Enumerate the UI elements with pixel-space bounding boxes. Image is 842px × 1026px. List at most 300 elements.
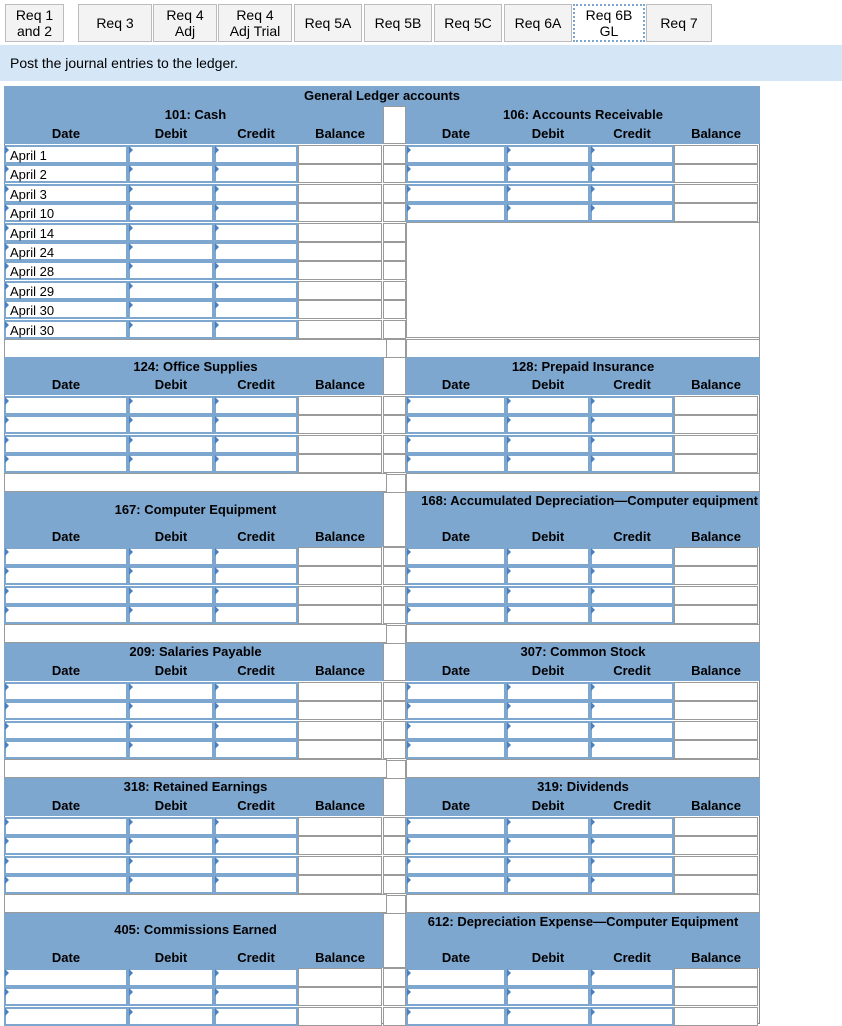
tab-req-6b-gl[interactable]: Req 6B GL bbox=[573, 4, 645, 42]
cash-balance-cell bbox=[298, 242, 382, 261]
prepaid-insurance-date-cell[interactable] bbox=[406, 454, 506, 473]
separator-cell bbox=[383, 778, 406, 816]
computer-equipment-date-cell[interactable] bbox=[4, 605, 128, 624]
salaries-payable-date-cell[interactable] bbox=[4, 721, 128, 740]
depreciation-expense-date-cell[interactable] bbox=[406, 987, 506, 1006]
salaries-payable-balance-cell bbox=[298, 682, 382, 701]
computer-equipment-credit-cell[interactable] bbox=[214, 566, 298, 585]
tab-req-1-2[interactable]: Req 1 and 2 bbox=[5, 4, 64, 42]
depreciation-expense-credit-cell[interactable] bbox=[590, 968, 674, 987]
commissions-earned-date-cell[interactable] bbox=[4, 968, 128, 987]
commissions-earned-debit-cell[interactable] bbox=[128, 987, 214, 1006]
common-stock-col-balance: Balance bbox=[691, 663, 741, 678]
dividends-debit-cell[interactable] bbox=[506, 817, 590, 836]
salaries-payable-debit-cell[interactable] bbox=[128, 682, 214, 701]
prepaid-insurance-col-date: Date bbox=[441, 377, 471, 392]
cash-credit-cell[interactable] bbox=[214, 203, 298, 222]
commissions-earned-header bbox=[4, 913, 387, 968]
salaries-payable-debit-cell[interactable] bbox=[128, 701, 214, 720]
retained-earnings-col-date: Date bbox=[51, 798, 81, 813]
accounts-receivable-col-balance: Balance bbox=[691, 126, 741, 141]
accum-depreciation-credit-cell[interactable] bbox=[590, 586, 674, 605]
cash-header bbox=[4, 106, 387, 144]
separator-cell bbox=[383, 492, 406, 547]
spacer-row bbox=[4, 473, 387, 492]
common-stock-balance-cell bbox=[674, 682, 758, 701]
common-stock-balance-cell bbox=[674, 701, 758, 720]
common-stock-date-cell[interactable] bbox=[406, 740, 506, 759]
office-supplies-date-cell[interactable] bbox=[4, 396, 128, 415]
computer-equipment-date-cell[interactable] bbox=[4, 566, 128, 585]
common-stock-balance-cell bbox=[674, 721, 758, 740]
cash-date-cell[interactable] bbox=[4, 223, 128, 242]
office-supplies-debit-cell[interactable] bbox=[128, 435, 214, 454]
separator-cell bbox=[383, 875, 406, 894]
retained-earnings-debit-cell[interactable] bbox=[128, 875, 214, 894]
cash-col-balance: Balance bbox=[315, 126, 365, 141]
separator-cell bbox=[383, 242, 406, 261]
tab-req-5a[interactable]: Req 5A bbox=[294, 4, 362, 42]
retained-earnings-credit-cell[interactable] bbox=[214, 836, 298, 855]
cash-balance-cell bbox=[298, 164, 382, 183]
cash-credit-cell[interactable] bbox=[214, 145, 298, 164]
salaries-payable-title: 209: Salaries Payable bbox=[129, 644, 262, 659]
accounts-receivable-debit-cell[interactable] bbox=[506, 145, 590, 164]
cash-balance-cell bbox=[298, 300, 382, 319]
commissions-earned-col-debit: Debit bbox=[154, 950, 188, 965]
accounts-receivable-credit-cell[interactable] bbox=[590, 184, 674, 203]
computer-equipment-debit-cell[interactable] bbox=[128, 547, 214, 566]
computer-equipment-credit-cell[interactable] bbox=[214, 547, 298, 566]
computer-equipment-header bbox=[4, 492, 387, 547]
tab-req-5b[interactable]: Req 5B bbox=[364, 4, 432, 42]
commissions-earned-debit-cell[interactable] bbox=[128, 968, 214, 987]
tab-req-5c[interactable]: Req 5C bbox=[434, 4, 502, 42]
salaries-payable-date-cell[interactable] bbox=[4, 701, 128, 720]
cash-date-value: April 10 bbox=[10, 206, 55, 222]
cash-date-cell[interactable] bbox=[4, 300, 128, 319]
cash-date-value: April 29 bbox=[10, 283, 55, 299]
cash-date-cell[interactable] bbox=[4, 281, 128, 300]
common-stock-date-cell[interactable] bbox=[406, 682, 506, 701]
cash-credit-cell[interactable] bbox=[214, 242, 298, 261]
dividends-date-cell[interactable] bbox=[406, 875, 506, 894]
prepaid-insurance-balance-cell bbox=[674, 415, 758, 434]
prepaid-insurance-col-balance: Balance bbox=[691, 377, 741, 392]
dividends-credit-cell[interactable] bbox=[590, 856, 674, 875]
accum-depreciation-date-cell[interactable] bbox=[406, 566, 506, 585]
retained-earnings-debit-cell[interactable] bbox=[128, 856, 214, 875]
salaries-payable-col-balance: Balance bbox=[315, 663, 365, 678]
retained-earnings-date-cell[interactable] bbox=[4, 856, 128, 875]
depreciation-expense-balance-cell bbox=[674, 1007, 758, 1026]
cash-debit-cell[interactable] bbox=[128, 203, 214, 222]
cash-date-value: April 3 bbox=[10, 186, 47, 202]
separator-cell bbox=[383, 281, 406, 300]
commissions-earned-credit-cell[interactable] bbox=[214, 968, 298, 987]
accounts-receivable-balance-cell bbox=[674, 184, 758, 203]
cash-balance-cell bbox=[298, 223, 382, 242]
prepaid-insurance-credit-cell[interactable] bbox=[590, 396, 674, 415]
accum-depreciation-col-balance: Balance bbox=[691, 529, 741, 544]
accum-depreciation-credit-cell[interactable] bbox=[590, 547, 674, 566]
separator-cell bbox=[383, 184, 406, 203]
common-stock-date-cell[interactable] bbox=[406, 701, 506, 720]
accum-depreciation-col-credit: Credit bbox=[613, 529, 651, 544]
separator-cell bbox=[383, 261, 406, 280]
office-supplies-balance-cell bbox=[298, 454, 382, 473]
separator-cell bbox=[383, 547, 406, 566]
depreciation-expense-col-credit: Credit bbox=[613, 950, 651, 965]
empty-area bbox=[406, 222, 760, 338]
prepaid-insurance-balance-cell bbox=[674, 435, 758, 454]
retained-earnings-debit-cell[interactable] bbox=[128, 817, 214, 836]
prepaid-insurance-debit-cell[interactable] bbox=[506, 435, 590, 454]
accum-depreciation-date-cell[interactable] bbox=[406, 547, 506, 566]
computer-equipment-credit-cell[interactable] bbox=[214, 605, 298, 624]
cash-date-cell[interactable] bbox=[4, 145, 128, 164]
depreciation-expense-title: 612: Depreciation Expense—Computer Equipment bbox=[427, 914, 739, 929]
computer-equipment-debit-cell[interactable] bbox=[128, 586, 214, 605]
separator-cell bbox=[383, 701, 406, 720]
prepaid-insurance-balance-cell bbox=[674, 454, 758, 473]
separator-cell bbox=[383, 682, 406, 701]
cash-credit-cell[interactable] bbox=[214, 300, 298, 319]
tab-req-4-adj-trial[interactable]: Req 4 Adj Trial bbox=[218, 4, 292, 42]
accum-depreciation-balance-cell bbox=[674, 605, 758, 624]
separator-cell bbox=[383, 721, 406, 740]
cash-date-value: April 1 bbox=[10, 148, 47, 163]
accum-depreciation-debit-cell[interactable] bbox=[506, 586, 590, 605]
cash-col-date: Date bbox=[51, 126, 81, 141]
common-stock-credit-cell[interactable] bbox=[590, 682, 674, 701]
retained-earnings-credit-cell[interactable] bbox=[214, 875, 298, 894]
prepaid-insurance-balance-cell bbox=[674, 396, 758, 415]
tab-req-7[interactable]: Req 7 bbox=[646, 4, 712, 42]
accounts-receivable-debit-cell[interactable] bbox=[506, 184, 590, 203]
separator-cell bbox=[383, 856, 406, 875]
salaries-payable-debit-cell[interactable] bbox=[128, 721, 214, 740]
accounts-receivable-header bbox=[406, 106, 760, 144]
dividends-debit-cell[interactable] bbox=[506, 856, 590, 875]
prepaid-insurance-debit-cell[interactable] bbox=[506, 415, 590, 434]
separator-cell bbox=[383, 913, 406, 968]
office-supplies-debit-cell[interactable] bbox=[128, 396, 214, 415]
commissions-earned-balance-cell bbox=[298, 968, 382, 987]
accounts-receivable-balance-cell bbox=[674, 145, 758, 164]
office-supplies-credit-cell[interactable] bbox=[214, 415, 298, 434]
office-supplies-balance-cell bbox=[298, 415, 382, 434]
dividends-balance-cell bbox=[674, 836, 758, 855]
depreciation-expense-debit-cell[interactable] bbox=[506, 1007, 590, 1026]
common-stock-date-cell[interactable] bbox=[406, 721, 506, 740]
retained-earnings-title: 318: Retained Earnings bbox=[123, 779, 268, 794]
dividends-balance-cell bbox=[674, 817, 758, 836]
computer-equipment-col-credit: Credit bbox=[237, 529, 275, 544]
prepaid-insurance-header bbox=[406, 357, 760, 395]
computer-equipment-date-cell[interactable] bbox=[4, 547, 128, 566]
cash-debit-cell[interactable] bbox=[128, 242, 214, 261]
depreciation-expense-col-date: Date bbox=[441, 950, 471, 965]
common-stock-debit-cell[interactable] bbox=[506, 721, 590, 740]
common-stock-debit-cell[interactable] bbox=[506, 740, 590, 759]
dividends-col-balance: Balance bbox=[691, 798, 741, 813]
accounts-receivable-credit-cell[interactable] bbox=[590, 164, 674, 183]
cash-date-value: April 28 bbox=[10, 264, 55, 280]
dividends-date-cell[interactable] bbox=[406, 856, 506, 875]
depreciation-expense-col-balance: Balance bbox=[691, 950, 741, 965]
separator-cell bbox=[383, 740, 406, 759]
commissions-earned-title: 405: Commissions Earned bbox=[114, 922, 277, 937]
spacer-row bbox=[4, 894, 387, 913]
retained-earnings-debit-cell[interactable] bbox=[128, 836, 214, 855]
computer-equipment-col-balance: Balance bbox=[315, 529, 365, 544]
cash-credit-cell[interactable] bbox=[214, 184, 298, 203]
accum-depreciation-credit-cell[interactable] bbox=[590, 605, 674, 624]
separator-cell bbox=[383, 320, 406, 339]
accounts-receivable-debit-cell[interactable] bbox=[506, 164, 590, 183]
accum-depreciation-date-cell[interactable] bbox=[406, 586, 506, 605]
commissions-earned-col-balance: Balance bbox=[315, 950, 365, 965]
separator-cell bbox=[383, 223, 406, 242]
salaries-payable-credit-cell[interactable] bbox=[214, 701, 298, 720]
depreciation-expense-col-debit: Debit bbox=[531, 950, 565, 965]
office-supplies-balance-cell bbox=[298, 396, 382, 415]
salaries-payable-credit-cell[interactable] bbox=[214, 740, 298, 759]
cash-credit-cell[interactable] bbox=[214, 281, 298, 300]
depreciation-expense-credit-cell[interactable] bbox=[590, 987, 674, 1006]
prepaid-insurance-title: 128: Prepaid Insurance bbox=[511, 359, 655, 374]
dividends-date-cell[interactable] bbox=[406, 817, 506, 836]
spacer-row bbox=[406, 759, 760, 778]
retained-earnings-credit-cell[interactable] bbox=[214, 817, 298, 836]
retained-earnings-header bbox=[4, 778, 387, 816]
accum-depreciation-balance-cell bbox=[674, 586, 758, 605]
dividends-col-credit: Credit bbox=[613, 798, 651, 813]
separator-cell bbox=[383, 203, 406, 222]
office-supplies-date-cell[interactable] bbox=[4, 415, 128, 434]
cash-balance-cell bbox=[298, 320, 382, 339]
cash-title: 101: Cash bbox=[164, 107, 227, 122]
cash-date-value: April 24 bbox=[10, 245, 55, 260]
retained-earnings-col-credit: Credit bbox=[237, 798, 275, 813]
dividends-debit-cell[interactable] bbox=[506, 875, 590, 894]
cash-date-cell[interactable] bbox=[4, 203, 128, 222]
cash-date-cell[interactable] bbox=[4, 261, 128, 280]
retained-earnings-date-cell[interactable] bbox=[4, 875, 128, 894]
common-stock-title: 307: Common Stock bbox=[520, 644, 646, 659]
dividends-credit-cell[interactable] bbox=[590, 836, 674, 855]
separator-cell bbox=[383, 454, 406, 473]
computer-equipment-date-cell[interactable] bbox=[4, 586, 128, 605]
separator-cell bbox=[383, 566, 406, 585]
office-supplies-debit-cell[interactable] bbox=[128, 415, 214, 434]
prepaid-insurance-date-cell[interactable] bbox=[406, 435, 506, 454]
computer-equipment-balance-cell bbox=[298, 586, 382, 605]
accum-depreciation-debit-cell[interactable] bbox=[506, 605, 590, 624]
prepaid-insurance-credit-cell[interactable] bbox=[590, 454, 674, 473]
depreciation-expense-date-cell[interactable] bbox=[406, 1007, 506, 1026]
retained-earnings-credit-cell[interactable] bbox=[214, 856, 298, 875]
commissions-earned-date-cell[interactable] bbox=[4, 987, 128, 1006]
office-supplies-credit-cell[interactable] bbox=[214, 396, 298, 415]
separator-cell bbox=[383, 836, 406, 855]
office-supplies-debit-cell[interactable] bbox=[128, 454, 214, 473]
common-stock-credit-cell[interactable] bbox=[590, 740, 674, 759]
separator-cell bbox=[383, 987, 406, 1006]
retained-earnings-date-cell[interactable] bbox=[4, 836, 128, 855]
cash-debit-cell[interactable] bbox=[128, 261, 214, 280]
common-stock-credit-cell[interactable] bbox=[590, 721, 674, 740]
cash-debit-cell[interactable] bbox=[128, 281, 214, 300]
salaries-payable-col-debit: Debit bbox=[154, 663, 188, 678]
cash-debit-cell[interactable] bbox=[128, 223, 214, 242]
cash-credit-cell[interactable] bbox=[214, 223, 298, 242]
salaries-payable-credit-cell[interactable] bbox=[214, 682, 298, 701]
salaries-payable-date-cell[interactable] bbox=[4, 740, 128, 759]
salaries-payable-col-credit: Credit bbox=[237, 663, 275, 678]
retained-earnings-balance-cell bbox=[298, 836, 382, 855]
computer-equipment-balance-cell bbox=[298, 547, 382, 566]
cash-credit-cell[interactable] bbox=[214, 164, 298, 183]
computer-equipment-col-debit: Debit bbox=[154, 529, 188, 544]
office-supplies-title: 124: Office Supplies bbox=[133, 359, 258, 374]
commissions-earned-balance-cell bbox=[298, 1007, 382, 1026]
accounts-receivable-date-cell[interactable] bbox=[406, 164, 506, 183]
computer-equipment-credit-cell[interactable] bbox=[214, 586, 298, 605]
cash-balance-cell bbox=[298, 184, 382, 203]
cash-debit-cell[interactable] bbox=[128, 320, 214, 339]
prepaid-insurance-debit-cell[interactable] bbox=[506, 396, 590, 415]
prepaid-insurance-date-cell[interactable] bbox=[406, 415, 506, 434]
salaries-payable-debit-cell[interactable] bbox=[128, 740, 214, 759]
commissions-earned-date-cell[interactable] bbox=[4, 1007, 128, 1026]
accum-depreciation-col-date: Date bbox=[441, 529, 471, 544]
office-supplies-credit-cell[interactable] bbox=[214, 435, 298, 454]
prepaid-insurance-col-debit: Debit bbox=[531, 377, 565, 392]
office-supplies-col-debit: Debit bbox=[154, 377, 188, 392]
separator-cell bbox=[383, 300, 406, 319]
salaries-payable-col-date: Date bbox=[51, 663, 81, 678]
office-supplies-header bbox=[4, 357, 387, 395]
prepaid-insurance-col-credit: Credit bbox=[613, 377, 651, 392]
accum-depreciation-debit-cell[interactable] bbox=[506, 547, 590, 566]
cash-debit-cell[interactable] bbox=[128, 300, 214, 319]
depreciation-expense-debit-cell[interactable] bbox=[506, 987, 590, 1006]
accum-depreciation-title: 168: Accumulated Depreciation—Computer equipment bbox=[421, 493, 758, 508]
cash-balance-cell bbox=[298, 281, 382, 300]
office-supplies-date-cell[interactable] bbox=[4, 435, 128, 454]
tab-req-6a[interactable]: Req 6A bbox=[504, 4, 572, 42]
separator-cell bbox=[383, 586, 406, 605]
depreciation-expense-debit-cell[interactable] bbox=[506, 968, 590, 987]
dividends-date-cell[interactable] bbox=[406, 836, 506, 855]
cash-date-cell[interactable] bbox=[4, 242, 128, 261]
salaries-payable-credit-cell[interactable] bbox=[214, 721, 298, 740]
accounts-receivable-credit-cell[interactable] bbox=[590, 145, 674, 164]
prepaid-insurance-credit-cell[interactable] bbox=[590, 415, 674, 434]
prepaid-insurance-date-cell[interactable] bbox=[406, 396, 506, 415]
dividends-credit-cell[interactable] bbox=[590, 817, 674, 836]
accounts-receivable-date-cell[interactable] bbox=[406, 184, 506, 203]
cash-credit-cell[interactable] bbox=[214, 320, 298, 339]
retained-earnings-date-cell[interactable] bbox=[4, 817, 128, 836]
computer-equipment-debit-cell[interactable] bbox=[128, 566, 214, 585]
computer-equipment-debit-cell[interactable] bbox=[128, 605, 214, 624]
computer-equipment-balance-cell bbox=[298, 566, 382, 585]
accounts-receivable-title: 106: Accounts Receivable bbox=[503, 107, 663, 122]
dividends-credit-cell[interactable] bbox=[590, 875, 674, 894]
retained-earnings-col-balance: Balance bbox=[315, 798, 365, 813]
computer-equipment-title: 167: Computer Equipment bbox=[114, 502, 277, 517]
cash-balance-cell bbox=[298, 261, 382, 280]
accounts-receivable-col-debit: Debit bbox=[531, 126, 565, 141]
prepaid-insurance-debit-cell[interactable] bbox=[506, 454, 590, 473]
dividends-title: 319: Dividends bbox=[537, 779, 629, 794]
cash-balance-cell bbox=[298, 203, 382, 222]
tab-req-4-adj[interactable]: Req 4 Adj bbox=[153, 4, 217, 42]
common-stock-debit-cell[interactable] bbox=[506, 701, 590, 720]
separator-cell bbox=[383, 396, 406, 415]
accounts-receivable-date-cell[interactable] bbox=[406, 203, 506, 222]
depreciation-expense-credit-cell[interactable] bbox=[590, 1007, 674, 1026]
cash-date-value: April 30 bbox=[10, 303, 55, 319]
depreciation-expense-balance-cell bbox=[674, 968, 758, 987]
dividends-debit-cell[interactable] bbox=[506, 836, 590, 855]
office-supplies-credit-cell[interactable] bbox=[214, 454, 298, 473]
spacer-row bbox=[4, 624, 387, 643]
separator-cell bbox=[383, 106, 406, 144]
common-stock-debit-cell[interactable] bbox=[506, 682, 590, 701]
accum-depreciation-credit-cell[interactable] bbox=[590, 566, 674, 585]
accum-depreciation-debit-cell[interactable] bbox=[506, 566, 590, 585]
accum-depreciation-date-cell[interactable] bbox=[406, 605, 506, 624]
prepaid-insurance-credit-cell[interactable] bbox=[590, 435, 674, 454]
office-supplies-date-cell[interactable] bbox=[4, 454, 128, 473]
cash-date-cell[interactable] bbox=[4, 184, 128, 203]
accounts-receivable-balance-cell bbox=[674, 203, 758, 222]
accounts-receivable-date-cell[interactable] bbox=[406, 145, 506, 164]
commissions-earned-col-date: Date bbox=[51, 950, 81, 965]
salaries-payable-date-cell[interactable] bbox=[4, 682, 128, 701]
tab-req-3[interactable]: Req 3 bbox=[78, 4, 152, 42]
office-supplies-col-balance: Balance bbox=[315, 377, 365, 392]
commissions-earned-credit-cell[interactable] bbox=[214, 987, 298, 1006]
salaries-payable-balance-cell bbox=[298, 740, 382, 759]
cash-date-cell[interactable] bbox=[4, 320, 128, 339]
commissions-earned-debit-cell[interactable] bbox=[128, 1007, 214, 1026]
cash-credit-cell[interactable] bbox=[214, 261, 298, 280]
spacer-row bbox=[406, 339, 760, 358]
cash-debit-cell[interactable] bbox=[128, 164, 214, 183]
accounts-receivable-debit-cell[interactable] bbox=[506, 203, 590, 222]
dividends-balance-cell bbox=[674, 856, 758, 875]
cash-balance-cell bbox=[298, 145, 382, 164]
cash-debit-cell[interactable] bbox=[128, 145, 214, 164]
office-supplies-col-date: Date bbox=[51, 377, 81, 392]
retained-earnings-balance-cell bbox=[298, 875, 382, 894]
commissions-earned-col-credit: Credit bbox=[237, 950, 275, 965]
separator-cell bbox=[383, 357, 406, 395]
depreciation-expense-date-cell[interactable] bbox=[406, 968, 506, 987]
commissions-earned-credit-cell[interactable] bbox=[214, 1007, 298, 1026]
cash-debit-cell[interactable] bbox=[128, 184, 214, 203]
cash-date-cell[interactable] bbox=[4, 164, 128, 183]
common-stock-credit-cell[interactable] bbox=[590, 701, 674, 720]
salaries-payable-header bbox=[4, 643, 387, 681]
separator-cell bbox=[383, 415, 406, 434]
accounts-receivable-credit-cell[interactable] bbox=[590, 203, 674, 222]
